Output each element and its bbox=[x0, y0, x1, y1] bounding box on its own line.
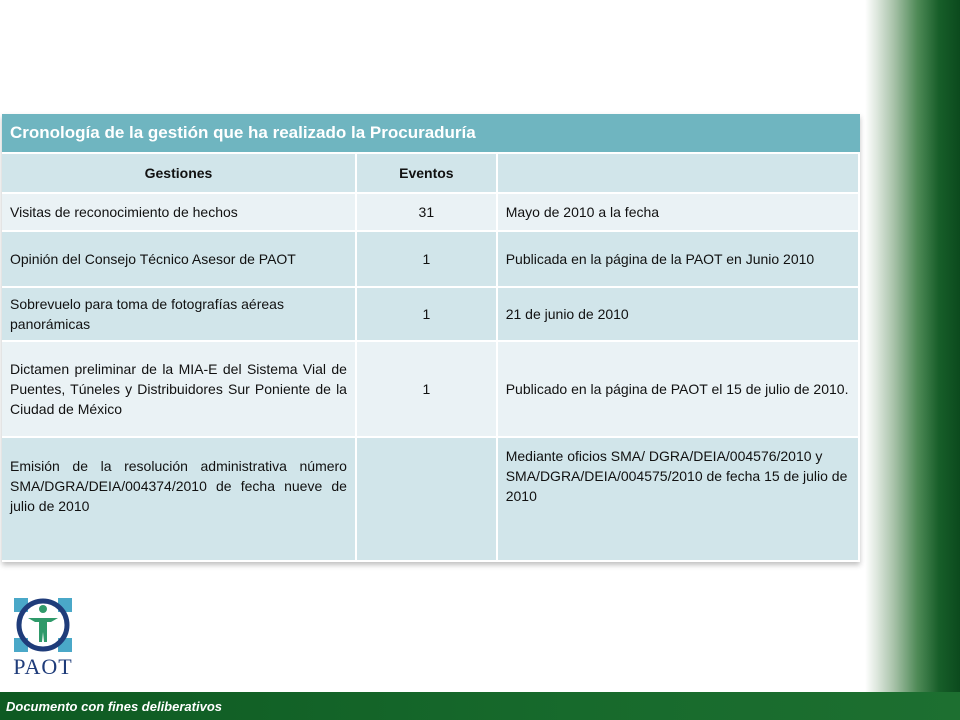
header-row bbox=[2, 154, 859, 193]
side-decoration-strip bbox=[865, 0, 960, 720]
paot-logo bbox=[10, 594, 76, 684]
cell-detalle: Publicada en la página de la PAOT en Junio 2010 bbox=[497, 231, 859, 287]
logo-text: PAOT bbox=[13, 654, 73, 679]
table-title: Cronología de la gestión que ha realizado la Procuraduría bbox=[2, 114, 860, 154]
cell-gestion: Visitas de reconocimiento de hechos bbox=[2, 193, 356, 231]
cell-eventos: 1 bbox=[356, 287, 497, 341]
footer-text: Documento con fines deliberativos bbox=[6, 699, 222, 714]
column-header-gestiones: Gestiones bbox=[2, 154, 356, 193]
chronology-table bbox=[2, 114, 860, 562]
column-header-detalle bbox=[497, 154, 859, 193]
cell-detalle: 21 de junio de 2010 bbox=[497, 287, 859, 341]
table-body bbox=[2, 154, 860, 562]
table-row bbox=[2, 341, 859, 437]
cell-detalle: Mediante oficios SMA/ DGRA/DEIA/004576/2010 y SMA/DGRA/DEIA/004575/2010 de fecha 15 de julio de 2010 bbox=[497, 437, 859, 561]
table-row bbox=[2, 287, 859, 341]
cell-eventos: 1 bbox=[356, 341, 497, 437]
cell-gestion: Emisión de la resolución administrativa número SMA/DGRA/DEIA/004374/2010 de fecha nueve de julio de 2010 bbox=[2, 437, 356, 561]
table-row bbox=[2, 437, 859, 561]
cell-gestion: Opinión del Consejo Técnico Asesor de PAOT bbox=[2, 231, 356, 287]
cell-gestion: Sobrevuelo para toma de fotografías aéreas panorámicas bbox=[2, 287, 356, 341]
cell-detalle: Publicado en la página de PAOT el 15 de julio de 2010. bbox=[497, 341, 859, 437]
table-row bbox=[2, 193, 859, 231]
cell-detalle: Mayo de 2010 a la fecha bbox=[497, 193, 859, 231]
cell-gestion: Dictamen preliminar de la MIA-E del Sistema Vial de Puentes, Túneles y Distribuidores Sur Poniente de la Ciudad de México bbox=[2, 341, 356, 437]
cell-eventos bbox=[356, 437, 497, 561]
paot-person-logo-icon bbox=[10, 594, 76, 656]
column-header-eventos: Eventos bbox=[356, 154, 497, 193]
table-row bbox=[2, 231, 859, 287]
cell-eventos: 31 bbox=[356, 193, 497, 231]
cell-eventos: 1 bbox=[356, 231, 497, 287]
